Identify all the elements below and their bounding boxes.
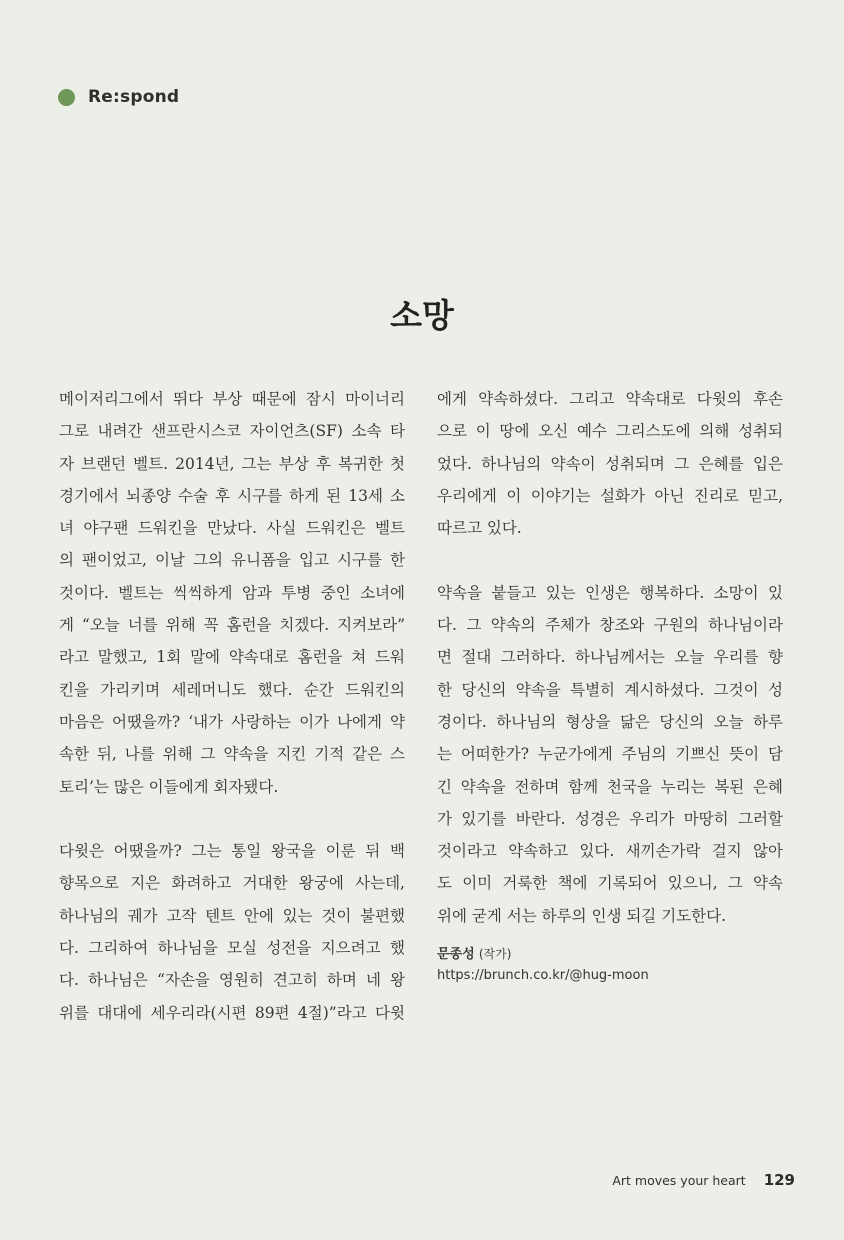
text-line: 것이다. 벨트는 씩씩하게 암과 투병 중인 소녀에 <box>59 583 405 602</box>
text-line: 으로 이 땅에 오신 예수 그리스도에 의해 성취되 <box>437 422 783 441</box>
author-name: 문종성 <box>437 947 475 962</box>
footer-tagline: Art moves your heart <box>612 1173 746 1188</box>
section-label: Re:spond <box>88 87 180 107</box>
author-role: (작가) <box>478 947 512 961</box>
text-line: 는 어떠한가? 누군가에게 주님의 기쁘신 뜻이 담 <box>437 745 783 764</box>
text-line: 었다. 하나님의 약속이 성취되며 그 은혜를 입은 <box>437 454 783 473</box>
paragraph <box>59 835 405 1029</box>
text-line: 에게 약속하셨다. 그리고 약속대로 다윗의 후손 <box>437 390 783 408</box>
text-line: 킨을 가리키며 세레머니도 했다. 순간 드워킨의 <box>59 680 405 699</box>
left-column <box>59 383 405 1061</box>
text-line: 메이저리그에서 뛰다 부상 때문에 잠시 마이너리 <box>59 390 405 408</box>
text-line: 면 절대 그러하다. 하나님께서는 오늘 우리를 향 <box>437 648 783 667</box>
text-line: 긴 약속을 전하며 함께 천국을 누리는 복된 은혜 <box>437 777 783 796</box>
text-line: 도 이미 거룩한 책에 기록되어 있으니, 그 약속 <box>437 874 783 893</box>
text-line: 우리에게 이 이야기는 설화가 아닌 진리로 믿고, <box>437 486 783 505</box>
text-line: 하나님의 궤가 고작 텐트 안에 있는 것이 불편했 <box>59 906 405 925</box>
text-line: 향목으로 지은 화려하고 거대한 왕궁에 사는데, <box>59 874 405 893</box>
author-url[interactable]: https://brunch.co.kr/@hug-moon <box>437 968 649 983</box>
text-line: 게 “오늘 너를 위해 꼭 홈런을 치겠다. 지켜보라” <box>59 616 405 635</box>
text-line: 녀 야구팬 드워킨을 만났다. 사실 드워킨은 벨트 <box>59 519 405 538</box>
text-line: 다. 그 약속의 주체가 창조와 구원의 하나님이라 <box>437 616 783 635</box>
text-line: 자 브랜던 벨트. 2014년, 그는 부상 후 복귀한 첫 <box>59 454 405 473</box>
page-number: 129 <box>763 1171 795 1189</box>
text-line: 마음은 어땠을까? ‘내가 사랑하는 이가 나에게 약 <box>59 712 405 731</box>
text-line: 한 당신의 약속을 특별히 계시하셨다. 그것이 성 <box>437 680 783 699</box>
text-line: 다윗은 어땠을까? 그는 통일 왕국을 이룬 뒤 백 <box>59 842 405 861</box>
text-line: 경기에서 뇌종양 수술 후 시구를 하게 된 13세 소 <box>59 486 405 505</box>
text-line: 그로 내려간 샌프란시스코 자이언츠(SF) 소속 타 <box>59 422 405 441</box>
section-dot-icon <box>58 89 75 106</box>
text-line: 의 팬이었고, 이날 그의 유니폼을 입고 시구를 한 <box>59 551 405 570</box>
paragraph <box>437 577 783 932</box>
text-line: 토리’는 많은 이들에게 회자됐다. <box>59 777 279 796</box>
text-line: 위를 대대에 세우리라(시편 89편 4절)”라고 다윗 <box>59 1003 405 1022</box>
article-title: 소망 <box>390 296 454 335</box>
text-line: 약속을 붙들고 있는 인생은 행복하다. 소망이 있 <box>437 583 783 602</box>
section-tag <box>58 86 179 108</box>
byline <box>437 944 649 986</box>
text-line: 라고 말했고, 1회 말에 약속대로 홈런을 쳐 드워 <box>59 648 405 667</box>
text-line: 다. 그리하여 하나님을 모실 성전을 지으려고 했 <box>59 939 405 958</box>
text-line: 것이라고 약속하고 있다. 새끼손가락 걸지 않아 <box>437 842 783 861</box>
text-line: 따르고 있다. <box>437 519 522 538</box>
text-line: 경이다. 하나님의 형상을 닮은 당신의 오늘 하루 <box>437 712 783 731</box>
text-line: 위에 굳게 서는 하루의 인생 되길 기도한다. <box>437 906 727 925</box>
paragraph <box>437 383 783 544</box>
page-footer <box>612 1171 795 1189</box>
text-line: 속한 뒤, 나를 위해 그 약속을 지킨 기적 같은 스 <box>59 745 405 764</box>
right-column <box>437 383 783 964</box>
text-line: 다. 하나님은 “자손을 영원히 견고히 하며 네 왕 <box>59 971 405 990</box>
text-line: 가 있기를 바란다. 성경은 우리가 마땅히 그러할 <box>437 809 783 828</box>
author-line <box>437 944 649 965</box>
paragraph <box>59 383 405 803</box>
